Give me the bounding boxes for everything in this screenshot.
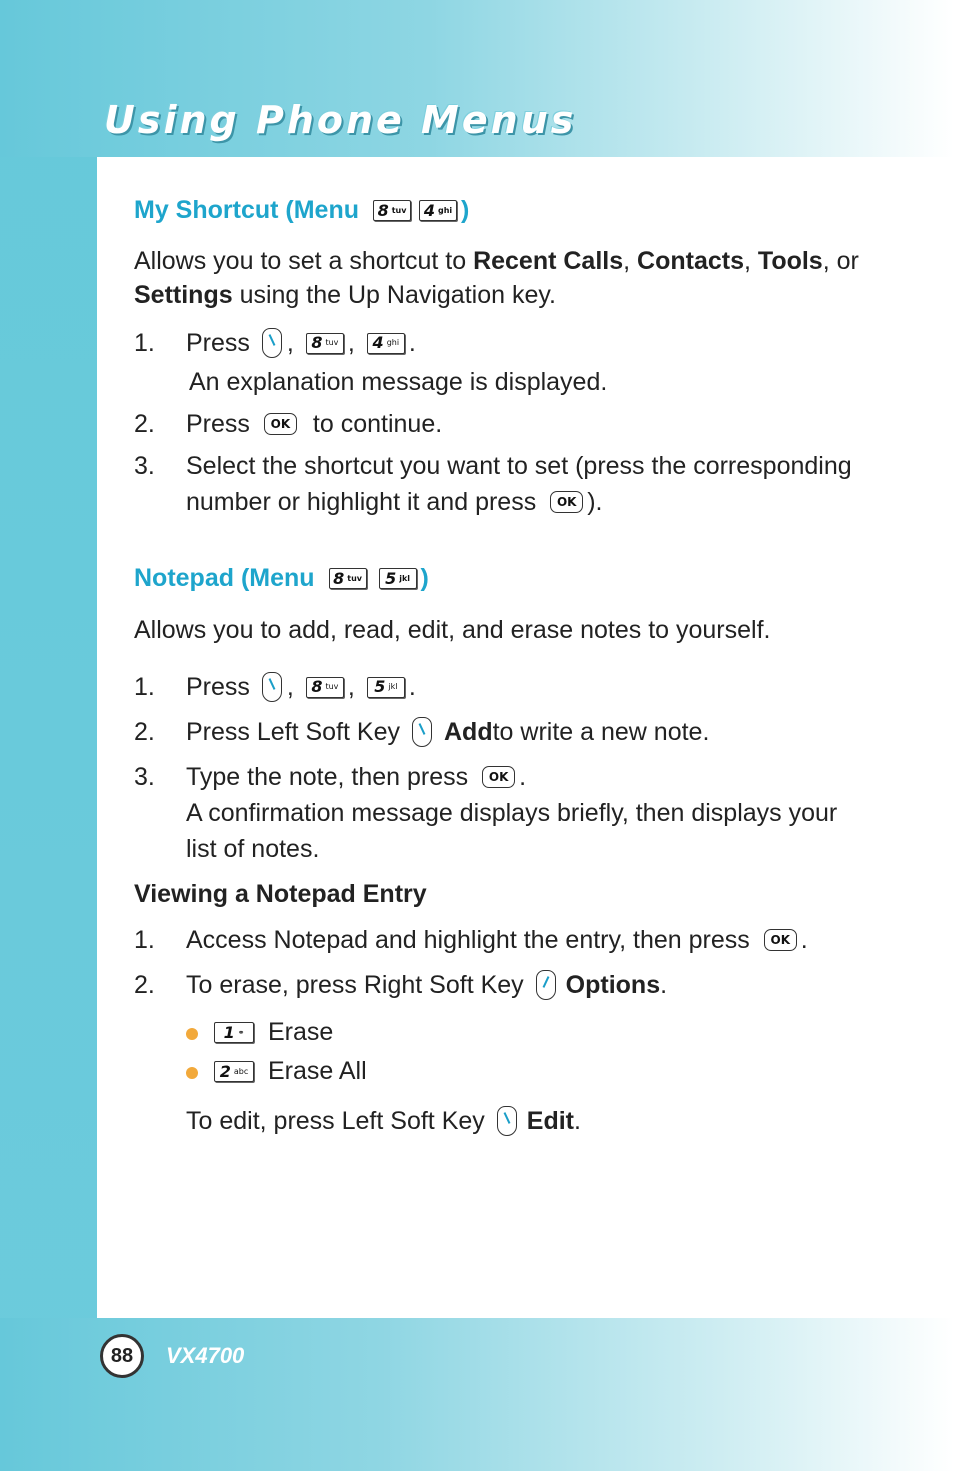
page-number: 88 bbox=[100, 1334, 144, 1378]
edit-instruction: To edit, press Left Soft Key Edit . bbox=[186, 1107, 581, 1135]
bullet-icon bbox=[186, 1067, 198, 1079]
notepad-step-3: Type the note, then press OK . bbox=[186, 763, 527, 791]
step-number: 3. bbox=[134, 763, 155, 791]
left-soft-key-icon bbox=[412, 717, 432, 747]
key-4-icon: 4 ghi bbox=[419, 200, 457, 221]
viewing-step-1: Access Notepad and highlight the entry, then press OK . bbox=[186, 926, 808, 954]
key-8-icon: 8 tuv bbox=[329, 568, 367, 589]
shortcut-description: Allows you to set a shortcut to Recent Calls, Contacts, Tools, or Settings using the Up Navigation key. bbox=[134, 247, 859, 309]
notepad-step-2: Press Left Soft Key Add to write a new note. bbox=[186, 718, 710, 746]
step-number: 1. bbox=[134, 329, 155, 357]
section-title-notepad: Notepad (Menu 8 tuv 5 jkl ) bbox=[134, 564, 429, 592]
ok-key-icon: OK bbox=[482, 766, 515, 788]
step-number: 2. bbox=[134, 410, 155, 438]
shortcut-step-2: Press OK to continue. bbox=[186, 410, 443, 438]
key-8-icon: 8 tuv bbox=[306, 677, 344, 698]
notepad-step-3-note: A confirmation message displays briefly, then displays your list of notes. bbox=[186, 799, 838, 863]
viewing-step-2: To erase, press Right Soft Key Options . bbox=[186, 971, 668, 999]
key-8-icon: 8 tuv bbox=[373, 200, 411, 221]
shortcut-step-1: Press , 8 tuv , 4 ghi . bbox=[186, 329, 416, 357]
key-2-icon: 2 abc bbox=[214, 1061, 254, 1082]
shortcut-step-3: Select the shortcut you want to set (press the corresponding number or highlight it and press OK ). bbox=[186, 452, 852, 516]
left-soft-key-icon bbox=[262, 672, 282, 702]
step-number: 1. bbox=[134, 673, 155, 701]
subsection-title-viewing: Viewing a Notepad Entry bbox=[134, 880, 427, 908]
left-soft-key-icon bbox=[497, 1106, 517, 1136]
key-1-icon: 1 ⚭ bbox=[214, 1022, 254, 1043]
right-soft-key-icon bbox=[536, 970, 556, 1000]
page-title: Using Phone Menus bbox=[104, 98, 577, 142]
footer-band bbox=[0, 1318, 954, 1471]
key-8-icon: 8 tuv bbox=[306, 333, 344, 354]
ok-key-icon: OK bbox=[764, 929, 797, 951]
step-number: 2. bbox=[134, 971, 155, 999]
step-number: 2. bbox=[134, 718, 155, 746]
key-5-icon: 5 jkl bbox=[367, 677, 405, 698]
option-erase-all: 2 abc Erase All bbox=[214, 1057, 367, 1086]
left-soft-key-icon bbox=[262, 328, 282, 358]
ok-key-icon: OK bbox=[550, 491, 583, 513]
step-number: 3. bbox=[134, 452, 155, 480]
section-title-shortcut: My Shortcut (Menu 8 tuv 4 ghi ) bbox=[134, 196, 470, 224]
notepad-description: Allows you to add, read, edit, and erase notes to yourself. bbox=[134, 616, 771, 644]
key-4-icon: 4 ghi bbox=[367, 333, 405, 354]
step-number: 1. bbox=[134, 926, 155, 954]
notepad-step-1: Press , 8 tuv , 5 jkl . bbox=[186, 673, 416, 701]
left-band bbox=[0, 0, 97, 1471]
key-5-icon: 5 jkl bbox=[379, 568, 417, 589]
ok-key-icon: OK bbox=[264, 413, 297, 435]
shortcut-step-1-note: An explanation message is displayed. bbox=[189, 368, 608, 396]
bullet-icon bbox=[186, 1028, 198, 1040]
option-erase: 1 ⚭ Erase bbox=[214, 1018, 333, 1047]
model-name: VX4700 bbox=[166, 1343, 245, 1368]
